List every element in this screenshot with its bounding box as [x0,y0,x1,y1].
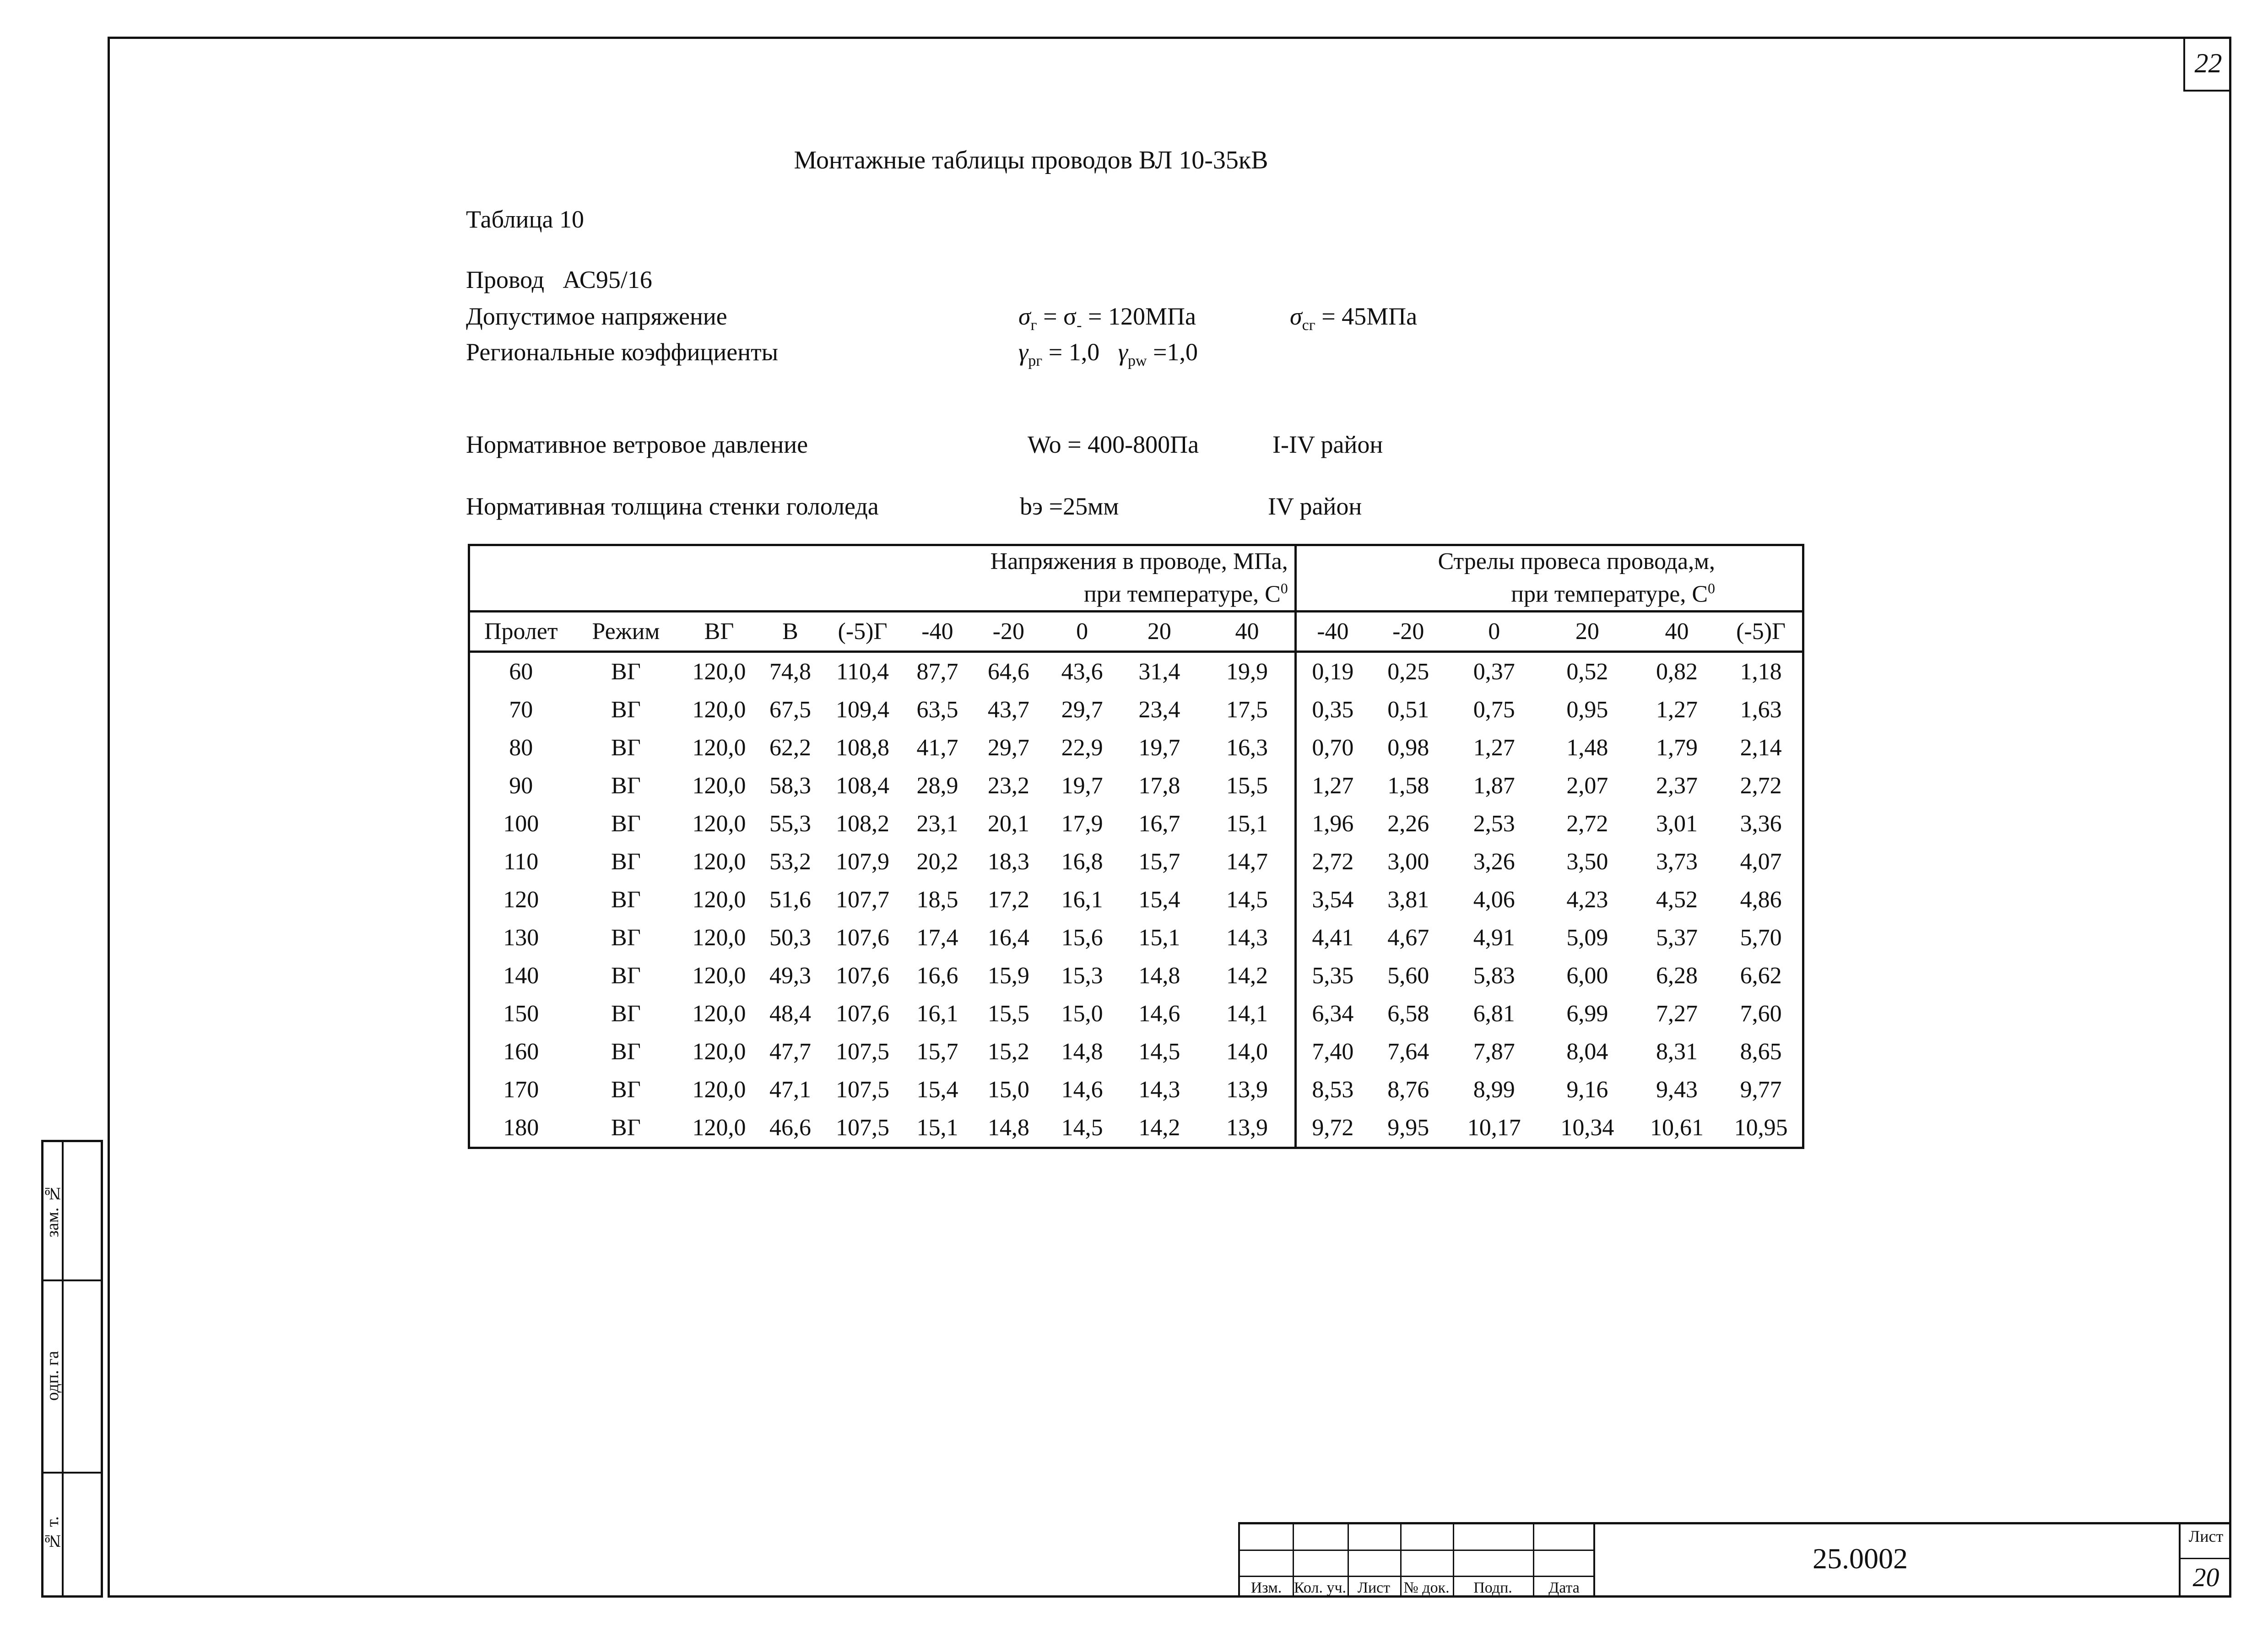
table-cell: 120,0 [692,1001,746,1027]
table-cell: 120,0 [692,735,746,761]
table-cell: 1,96 [1295,805,1369,843]
table-row [469,881,1803,919]
column-header: Режим [572,612,680,652]
table-cell: ВГ [611,925,641,951]
table-cell: 120,0 [692,697,746,723]
table-cell: 1,27 [1295,767,1369,805]
table-cell: 7,64 [1387,1039,1429,1065]
table-cell: 6,28 [1656,963,1698,989]
table-cell: 2,72 [1566,811,1608,837]
table-cell: 15,1 [916,1115,958,1141]
table-cell: 15,5 [987,1001,1029,1027]
table-cell: 6,99 [1566,1001,1608,1027]
column-header: 40 [1634,612,1720,652]
table-cell: 0,75 [1473,697,1515,723]
table-cell: 120,0 [692,1115,746,1141]
table-cell: 15,0 [1061,1001,1103,1027]
column-header-row [469,612,1803,652]
table-cell: 15,9 [987,963,1029,989]
table-row [469,652,1803,691]
table-cell: 120,0 [692,1039,746,1065]
table-cell: 50,3 [769,925,811,951]
table-cell: 16,1 [1061,887,1103,913]
table-cell: 7,27 [1656,1001,1698,1027]
stress-header: Напряжения в проводе, МПа, при температуре, $С^0$ [469,545,1296,612]
table-cell: ВГ [611,887,641,913]
table-cell: 109,4 [836,697,889,723]
table-cell: 9,95 [1387,1115,1429,1141]
table-cell: 0,37 [1473,659,1515,685]
column-header: ВГ [680,612,758,652]
table-cell: 14,1 [1226,1001,1268,1027]
table-cell: 15,4 [916,1077,958,1103]
table-cell: 160 [503,1039,539,1065]
regional-values: $\gamma_{pг} = 1,0$ $\gamma_{pw} =1,0$ [1018,338,1198,369]
table-cell: 14,3 [1226,925,1268,951]
table-cell: 14,7 [1226,849,1268,875]
table-row [469,919,1803,957]
column-header: (-5)Г [822,612,903,652]
table-cell: 19,7 [1061,773,1103,799]
wind-region: I-IV район [1272,431,1383,458]
table-cell: 23,1 [916,811,958,837]
table-cell: 15,5 [1226,773,1268,799]
table-cell: 4,91 [1473,925,1515,951]
table-cell: 70 [509,697,533,723]
table-cell: 28,9 [916,773,958,799]
table-cell: ВГ [611,849,641,875]
table-cell: 5,35 [1295,957,1369,995]
sheet-number: 20 [2181,1558,2231,1596]
table-cell: 17,4 [916,925,958,951]
stamp-caption: Изм. [1250,1579,1282,1596]
table-cell: 120,0 [692,811,746,837]
wind-label: Нормативное ветровое давление [466,431,808,458]
table-cell: 4,67 [1387,925,1429,951]
table-cell: 14,8 [1138,963,1180,989]
table-cell: 100 [503,811,539,837]
table-cell: 43,6 [1061,659,1103,685]
table-cell: 16,1 [916,1001,958,1027]
table-cell: 0,82 [1656,659,1698,685]
table-cell: 130 [503,925,539,951]
table-cell: ВГ [611,697,641,723]
table-cell: 107,6 [836,963,889,989]
table-cell: 0,70 [1295,729,1369,767]
ice-region: IV район [1268,493,1362,520]
table-cell: 4,41 [1295,919,1369,957]
table-cell: 14,8 [1061,1039,1103,1065]
side-label-inventory: № т. [43,1516,62,1551]
table-cell: 20,1 [987,811,1029,837]
table-cell: 8,76 [1387,1077,1429,1103]
sheet-label: Лист [2188,1527,2224,1545]
table-cell: 6,34 [1295,995,1369,1033]
table-cell: 107,9 [836,849,889,875]
table-cell: 6,58 [1387,1001,1429,1027]
table-row [469,957,1803,995]
column-header: -20 [1369,612,1447,652]
table-cell: 47,7 [769,1039,811,1065]
table-cell: 120,0 [692,887,746,913]
table-cell: 4,07 [1740,849,1782,875]
side-label-replacement: зам. № [43,1184,62,1238]
table-cell: 8,53 [1295,1071,1369,1109]
table-cell: 5,60 [1387,963,1429,989]
table-cell: 67,5 [769,697,811,723]
side-stamp [41,1140,103,1598]
table-cell: 107,6 [836,1001,889,1027]
table-cell: 49,3 [769,963,811,989]
table-cell: 107,5 [836,1039,889,1065]
table-cell: 13,9 [1226,1115,1268,1141]
table-cell: 29,7 [987,735,1029,761]
table-cell: 8,04 [1566,1039,1608,1065]
table-cell: 10,17 [1467,1115,1521,1141]
table-cell: 0,52 [1566,659,1608,685]
table-cell: 0,95 [1566,697,1608,723]
table-row [469,995,1803,1033]
table-cell: 1,58 [1387,773,1429,799]
table-cell: 120 [503,887,539,913]
table-cell: 5,70 [1740,925,1782,951]
table-cell: 16,4 [987,925,1029,951]
table-cell: 120,0 [692,659,746,685]
table-cell: 16,8 [1061,849,1103,875]
table-cell: ВГ [611,659,641,685]
table-cell: 1,48 [1566,735,1608,761]
table-cell: 2,07 [1566,773,1608,799]
table-cell: 4,86 [1740,887,1782,913]
table-cell: 18,3 [987,849,1029,875]
table-cell: ВГ [611,1077,641,1103]
table-cell: ВГ [611,773,641,799]
table-cell: 107,6 [836,925,889,951]
table-row [469,691,1803,729]
table-cell: 55,3 [769,811,811,837]
stamp-caption: Лист [1357,1579,1391,1596]
table-cell: 6,00 [1566,963,1608,989]
table-cell: 5,37 [1656,925,1698,951]
table-cell: 18,5 [916,887,958,913]
table-cell: 15,6 [1061,925,1103,951]
table-cell: 13,9 [1226,1077,1268,1103]
table-cell: 108,8 [836,735,889,761]
table-cell: 14,5 [1138,1039,1180,1065]
table-cell: 15,2 [987,1039,1029,1065]
table-cell: ВГ [611,1001,641,1027]
allowed-stress-ice-value: $\sigma_{сг} = 45МПа$ [1290,303,1418,334]
table-cell: 7,87 [1473,1039,1515,1065]
sag-header: Стрелы провеса провода,м, при температуре, $С^0$ [1295,545,1803,612]
table-cell: 107,7 [836,887,889,913]
table-cell: 51,6 [769,887,811,913]
table-cell: 14,2 [1226,963,1268,989]
side-label-signature: одп. га [43,1350,62,1401]
table-cell: 14,3 [1138,1077,1180,1103]
table-cell: 107,5 [836,1077,889,1103]
column-header: 20 [1541,612,1634,652]
table-cell: 14,0 [1226,1039,1268,1065]
table-cell: 110 [503,849,539,875]
table-cell: 22,9 [1061,735,1103,761]
table-cell: 2,37 [1656,773,1698,799]
table-cell: 17,2 [987,887,1029,913]
stamp-caption: Дата [1548,1579,1580,1596]
table-cell: 1,18 [1740,659,1782,685]
table-cell: 48,4 [769,1001,811,1027]
table-cell: 1,79 [1656,735,1698,761]
table-cell: 2,53 [1473,811,1515,837]
table-cell: 0,35 [1295,691,1369,729]
page-title: Монтажные таблицы проводов ВЛ 10-35кВ [794,146,1268,174]
table-cell: 9,43 [1656,1077,1698,1103]
table-cell: 53,2 [769,849,811,875]
table-cell: 17,8 [1138,773,1180,799]
table-cell: 3,00 [1387,849,1429,875]
table-cell: 15,3 [1061,963,1103,989]
table-cell: 7,40 [1295,1033,1369,1071]
table-cell: 15,4 [1138,887,1180,913]
table-cell: 1,63 [1740,697,1782,723]
ice-value: bэ =25мм [1020,493,1119,520]
table-cell: 6,62 [1740,963,1782,989]
table-cell: 110,4 [836,659,889,685]
table-cell: 15,1 [1226,811,1268,837]
table-cell: 17,5 [1226,697,1268,723]
table-cell: 63,5 [916,697,958,723]
table-cell: 5,83 [1473,963,1515,989]
table-cell: 8,99 [1473,1077,1515,1103]
table-cell: 14,5 [1061,1115,1103,1141]
table-cell: 0,19 [1295,652,1369,691]
table-cell: 5,09 [1566,925,1608,951]
table-cell: 3,50 [1566,849,1608,875]
table-label: Таблица 10 [466,206,584,233]
table-cell: 80 [509,735,533,761]
table-cell: 8,65 [1740,1039,1782,1065]
revision-grid [1238,1524,1595,1598]
table-cell: 120,0 [692,925,746,951]
table-cell: 108,2 [836,811,889,837]
allowed-stress-label: Допустимое напряжение [466,303,727,330]
table-cell: 2,26 [1387,811,1429,837]
table-cell: 14,2 [1138,1115,1180,1141]
table-cell: 1,87 [1473,773,1515,799]
table-cell: 16,3 [1226,735,1268,761]
table-cell: 23,2 [987,773,1029,799]
table-cell: 170 [503,1077,539,1103]
table-cell: 19,9 [1226,659,1268,685]
table-cell: 3,36 [1740,811,1782,837]
table-cell: 3,01 [1656,811,1698,837]
stamp-caption: Кол. уч. [1294,1579,1347,1596]
table-cell: 1,27 [1656,697,1698,723]
allowed-stress-value: $\sigma_г = \sigma_- = 120МПа$ [1018,303,1196,334]
table-cell: 43,7 [987,697,1029,723]
document-number: 25.0002 [1813,1542,1908,1575]
table-row [469,1109,1803,1148]
table-row [469,843,1803,881]
table-cell: 74,8 [769,659,811,685]
column-header: 0 [1447,612,1541,652]
table-cell: 14,5 [1226,887,1268,913]
table-cell: 15,7 [1138,849,1180,875]
column-header: 40 [1200,612,1295,652]
table-cell: 7,60 [1740,1001,1782,1027]
table-cell: 4,06 [1473,887,1515,913]
sheet-box [2179,1522,2231,1598]
table-cell: 150 [503,1001,539,1027]
table-cell: 120,0 [692,773,746,799]
table-cell: 58,3 [769,773,811,799]
column-header: -20 [972,612,1045,652]
column-header: 20 [1119,612,1200,652]
table-cell: 6,81 [1473,1001,1515,1027]
wind-value: Wo = 400-800Па [1028,431,1199,458]
table-cell: 62,2 [769,735,811,761]
table-row [469,1033,1803,1071]
table-cell: 180 [503,1115,539,1141]
table-cell: 3,81 [1387,887,1429,913]
table-cell: 14,8 [987,1115,1029,1141]
table-cell: 2,72 [1740,773,1782,799]
table-cell: 10,95 [1734,1115,1788,1141]
table-cell: 3,54 [1295,881,1369,919]
table-cell: 120,0 [692,963,746,989]
column-header: -40 [903,612,972,652]
table-cell: 60 [509,659,533,685]
table-cell: ВГ [611,1039,641,1065]
column-header: Пролет [469,612,572,652]
table-row [469,767,1803,805]
table-cell: 0,25 [1387,659,1429,685]
table-cell: 107,5 [836,1115,889,1141]
table-cell: ВГ [611,811,641,837]
regional-label: Региональные коэффициенты [466,338,779,366]
table-cell: 64,6 [987,659,1029,685]
stamp-caption: Подп. [1473,1579,1512,1596]
table-cell: 90 [509,773,533,799]
table-cell: 120,0 [692,1077,746,1103]
title-block [1238,1522,2231,1598]
table-cell: 2,72 [1295,843,1369,881]
stamp-caption: № док. [1403,1579,1450,1596]
table-cell: 15,0 [987,1077,1029,1103]
table-cell: 87,7 [916,659,958,685]
table-cell: 2,14 [1740,735,1782,761]
table-cell: 3,26 [1473,849,1515,875]
table-row [469,729,1803,767]
table-cell: 17,9 [1061,811,1103,837]
table-cell: 15,7 [916,1039,958,1065]
table-cell: 9,72 [1295,1109,1369,1148]
table-cell: 14,6 [1138,1001,1180,1027]
table-cell: 10,61 [1650,1115,1704,1141]
table-cell: 47,1 [769,1077,811,1103]
table-cell: 29,7 [1061,697,1103,723]
table-cell: 20,2 [916,849,958,875]
ice-label: Нормативная толщина стенки гололеда [466,493,879,520]
table-cell: 16,6 [916,963,958,989]
table-cell: 41,7 [916,735,958,761]
column-header: В [758,612,822,652]
table-cell: ВГ [611,735,641,761]
table-cell: 23,4 [1138,697,1180,723]
table-cell: 8,31 [1656,1039,1698,1065]
table-cell: 10,34 [1560,1115,1614,1141]
table-cell: 15,1 [1138,925,1180,951]
table-cell: 9,77 [1740,1077,1782,1103]
table-cell: 3,73 [1656,849,1698,875]
table-cell: 0,51 [1387,697,1429,723]
table-cell: ВГ [611,1115,641,1141]
wire-line: Провод АС95/16 [466,266,652,293]
table-cell: 4,23 [1566,887,1608,913]
table-cell: 140 [503,963,539,989]
table-cell: 19,7 [1138,735,1180,761]
table-row [469,805,1803,843]
table-cell: 16,7 [1138,811,1180,837]
table-cell: 120,0 [692,849,746,875]
table-cell: 14,6 [1061,1077,1103,1103]
table-cell: 1,27 [1473,735,1515,761]
table-cell: 4,52 [1656,887,1698,913]
table-cell: ВГ [611,963,641,989]
column-header: 0 [1045,612,1119,652]
table-cell: 31,4 [1138,659,1180,685]
table-cell: 0,98 [1387,735,1429,761]
table-row [469,1071,1803,1109]
table-cell: 46,6 [769,1115,811,1141]
column-header: -40 [1295,612,1369,652]
corner-sheet-mark: 22 [2183,37,2231,92]
table-cell: 108,4 [836,773,889,799]
column-header: (-5)Г [1720,612,1803,652]
table-cell: 9,16 [1566,1077,1608,1103]
installation-table [468,544,1804,1149]
